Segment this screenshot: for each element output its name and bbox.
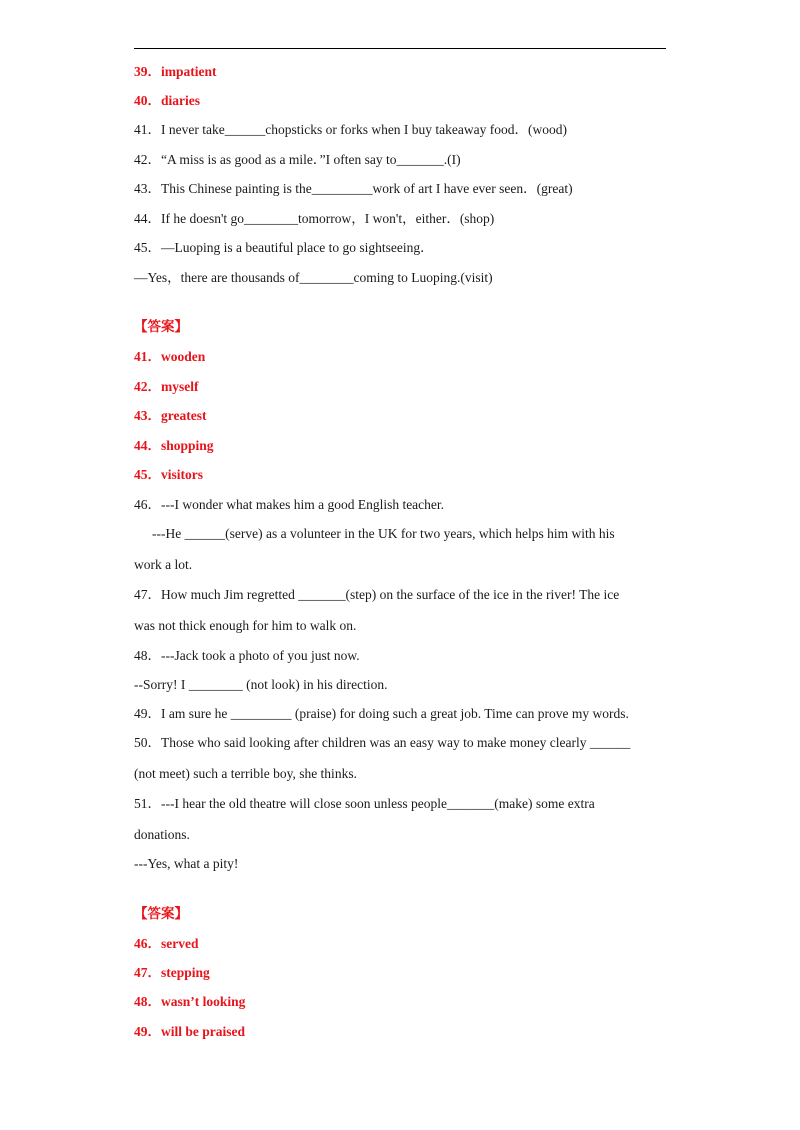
header-rule	[134, 48, 666, 49]
answer-41: 41．wooden	[134, 349, 206, 364]
question-42: 42．“A miss is as good as a mile．”I often say to_______.(I)	[134, 152, 461, 167]
question-51-reply: ---Yes, what a pity!	[134, 856, 239, 871]
answer-heading-2: 【答案】	[134, 906, 188, 922]
question-50-cont: (not meet) such a terrible boy, she thinks.	[134, 766, 357, 781]
question-51-cont: donations.	[134, 827, 190, 842]
answer-49: 49．will be praised	[134, 1024, 246, 1039]
question-47: 47．How much Jim regretted _______(step) on the surface of the ice in the river! The ice	[134, 587, 620, 602]
question-46: 46．---I wonder what makes him a good English teacher.	[134, 497, 445, 512]
question-45-reply: —Yes，there are thousands of________coming to Luoping.(visit)	[134, 270, 493, 285]
question-41: 41．I never take______chopsticks or forks when I buy takeaway food．(wood)	[134, 122, 568, 137]
answer-45: 45．visitors	[134, 467, 203, 482]
answer-48: 48．wasn’t looking	[134, 994, 246, 1009]
answer-39: 39．impatient	[134, 64, 217, 79]
question-44: 44．If he doesn't go________tomorrow，I won't，either．(shop)	[134, 211, 495, 226]
question-47-cont: was not thick enough for him to walk on.	[134, 618, 357, 633]
answer-44: 44．shopping	[134, 438, 214, 453]
answer-40: 40．diaries	[134, 93, 200, 108]
answer-46: 46．served	[134, 936, 199, 951]
question-51: 51．---I hear the old theatre will close soon unless people_______(make) some extra	[134, 796, 595, 811]
question-49: 49．I am sure he _________ (praise) for doing such a great job. Time can prove my words.	[134, 706, 629, 721]
question-46-reply: ---He ______(serve) as a volunteer in the UK for two years, which helps him with his	[152, 526, 615, 541]
question-45: 45．—Luoping is a beautiful place to go sightseeing．	[134, 240, 434, 255]
answer-heading-1: 【答案】	[134, 319, 188, 335]
answer-43: 43．greatest	[134, 408, 207, 423]
question-48: 48．---Jack took a photo of you just now.	[134, 648, 360, 663]
answer-42: 42．myself	[134, 379, 199, 394]
answer-47: 47．stepping	[134, 965, 210, 980]
question-43: 43．This Chinese painting is the_________work of art I have ever seen．(great)	[134, 181, 573, 196]
question-48-reply: --Sorry! I ________ (not look) in his direction.	[134, 677, 388, 692]
question-46-cont: work a lot.	[134, 557, 193, 572]
question-50: 50．Those who said looking after children was an easy way to make money clearly ______	[134, 735, 631, 750]
